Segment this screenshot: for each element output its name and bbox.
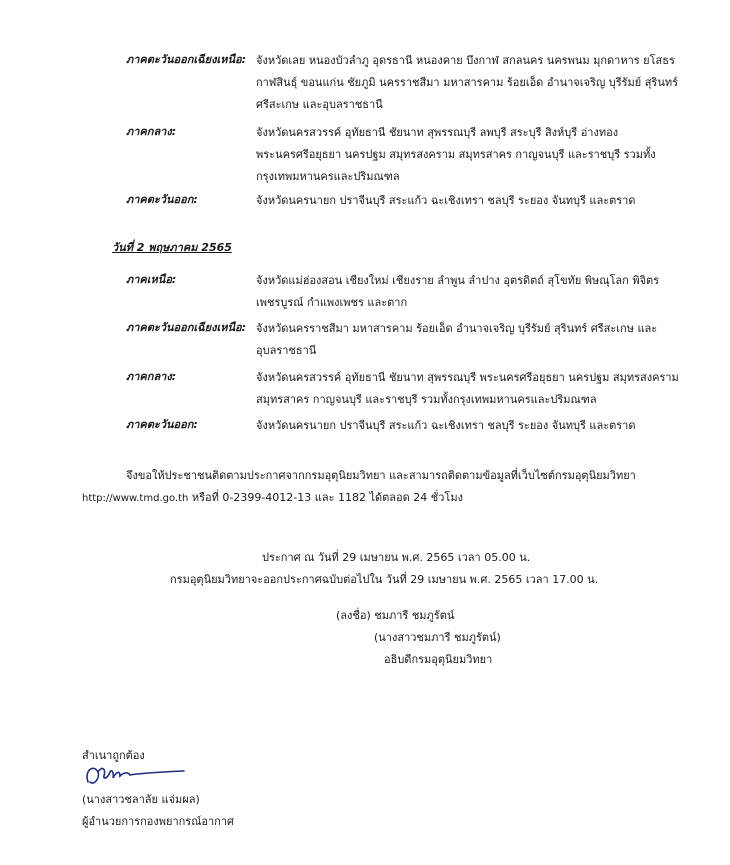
certified-label: สำเนาถูกต้อง [82,749,145,762]
announcement-next: กรมอุตุนิยมวิทยาจะออกประกาศฉบับต่อไปใน วันที่ 29 เมษายน พ.ศ. 2565 เวลา 17.00 น. [170,573,599,586]
province-line: จังหวัดนครสวรรค์ อุทัยธานี ชัยนาท สุพรรณบุรี พระนครศรีอยุธยา นครปฐม สมุทรสงคราม [256,371,679,384]
handwritten-signature [80,760,190,790]
region-provinces [256,415,666,437]
region-provinces [256,318,666,362]
province-line: จังหวัดนครราชสีมา มหาสารคาม ร้อยเอ็ด อำนาจเจริญ บุรีรัมย์ สุรินทร์ ศรีสะเกษ และ [256,322,658,335]
region-label: ภาคกลาง: [126,125,177,138]
region-label: ภาคเหนือ: [126,273,177,286]
certified-name: (นางสาวชลาลัย แจ่มผล) [82,793,200,806]
region-provinces [256,122,666,188]
website-link[interactable]: http://www.tmd.go.th [82,493,189,504]
signatory-name: (นางสาวชมภารี ชมภูรัตน์) [374,631,501,644]
region-provinces [256,190,666,212]
notice-line-1: จึงขอให้ประชาชนติดตามประกาศจากกรมอุตุนิยมวิทยา และสามารถติดตามข้อมูลที่เว็บไซต์กรมอุตุนิยมวิทยา [126,469,636,482]
province-line: กรุงเทพมหานครและปริมณฑล [256,170,400,183]
province-line: จังหวัดนครนายก ปราจีนบุรี สระแก้ว ฉะเชิงเทรา ชลบุรี ระยอง จันทบุรี และตราด [256,194,636,207]
region-provinces [256,50,679,116]
announcement-issued: ประกาศ ณ วันที่ 29 เมษายน พ.ศ. 2565 เวลา 05.00 น. [262,551,531,564]
notice-line-2 [82,488,463,506]
province-line: จังหวัดนครสวรรค์ อุทัยธานี ชัยนาท สุพรรณบุรี ลพบุรี สระบุรี สิงห์บุรี อ่างทอง [256,126,619,139]
notice-contact: หรือที่ 0-2399-4012-13 และ 1182 ได้ตลอด 24 ชั่วโมง [188,491,463,504]
date-heading: วันที่ 2 พฤษภาคม 2565 [112,241,232,254]
region-label: ภาคตะวันออก: [126,193,198,206]
province-line: เพชรบูรณ์ กำแพงเพชร และตาก [256,296,408,309]
province-line: กาฬสินธุ์ ขอนแก่น ชัยภูมิ นครราชสีมา มหาสารคาม ร้อยเอ็ด อำนาจเจริญ บุรีรัมย์ สุรินทร์ [256,76,679,89]
region-label: ภาคตะวันออกเฉียงเหนือ: [126,53,247,66]
province-line: อุบลราชธานี [256,344,317,357]
province-line: พระนครศรีอยุธยา นครปฐม สมุทรสงคราม สมุทรสาคร กาญจนบุรี และราชบุรี รวมทั้ง [256,148,656,161]
certified-title: ผู้อำนวยการกองพยากรณ์อากาศ [82,815,235,828]
signatory-title: อธิบดีกรมอุตุนิยมวิทยา [384,653,493,666]
province-line: สมุทรสาคร กาญจนบุรี และราชบุรี รวมทั้งกรุงเทพมหานครและปริมณฑล [256,393,597,406]
province-line: จังหวัดนครนายก ปราจีนบุรี สระแก้ว ฉะเชิงเทรา ชลบุรี ระยอง จันทบุรี และตราด [256,419,636,432]
region-provinces [256,367,679,411]
province-line: จังหวัดเลย หนองบัวลำภู อุดรธานี หนองคาย บึงกาฬ สกลนคร นครพนม มุกดาหาร ยโสธร [256,54,675,67]
region-provinces [256,270,666,314]
province-line: จังหวัดแม่ฮ่องสอน เชียงใหม่ เชียงราย ลำพูน ลำปาง อุตรดิตถ์ สุโขทัย พิษณุโลก พิจิตร [256,274,660,287]
region-label: ภาคตะวันออก: [126,418,198,431]
region-label: ภาคตะวันออกเฉียงเหนือ: [126,321,247,334]
province-line: ศรีสะเกษ และอุบลราชธานี [256,98,383,111]
region-label: ภาคกลาง: [126,370,177,383]
signatory-signed: (ลงชื่อ) ชมภารี ชมภูรัตน์ [336,609,455,622]
